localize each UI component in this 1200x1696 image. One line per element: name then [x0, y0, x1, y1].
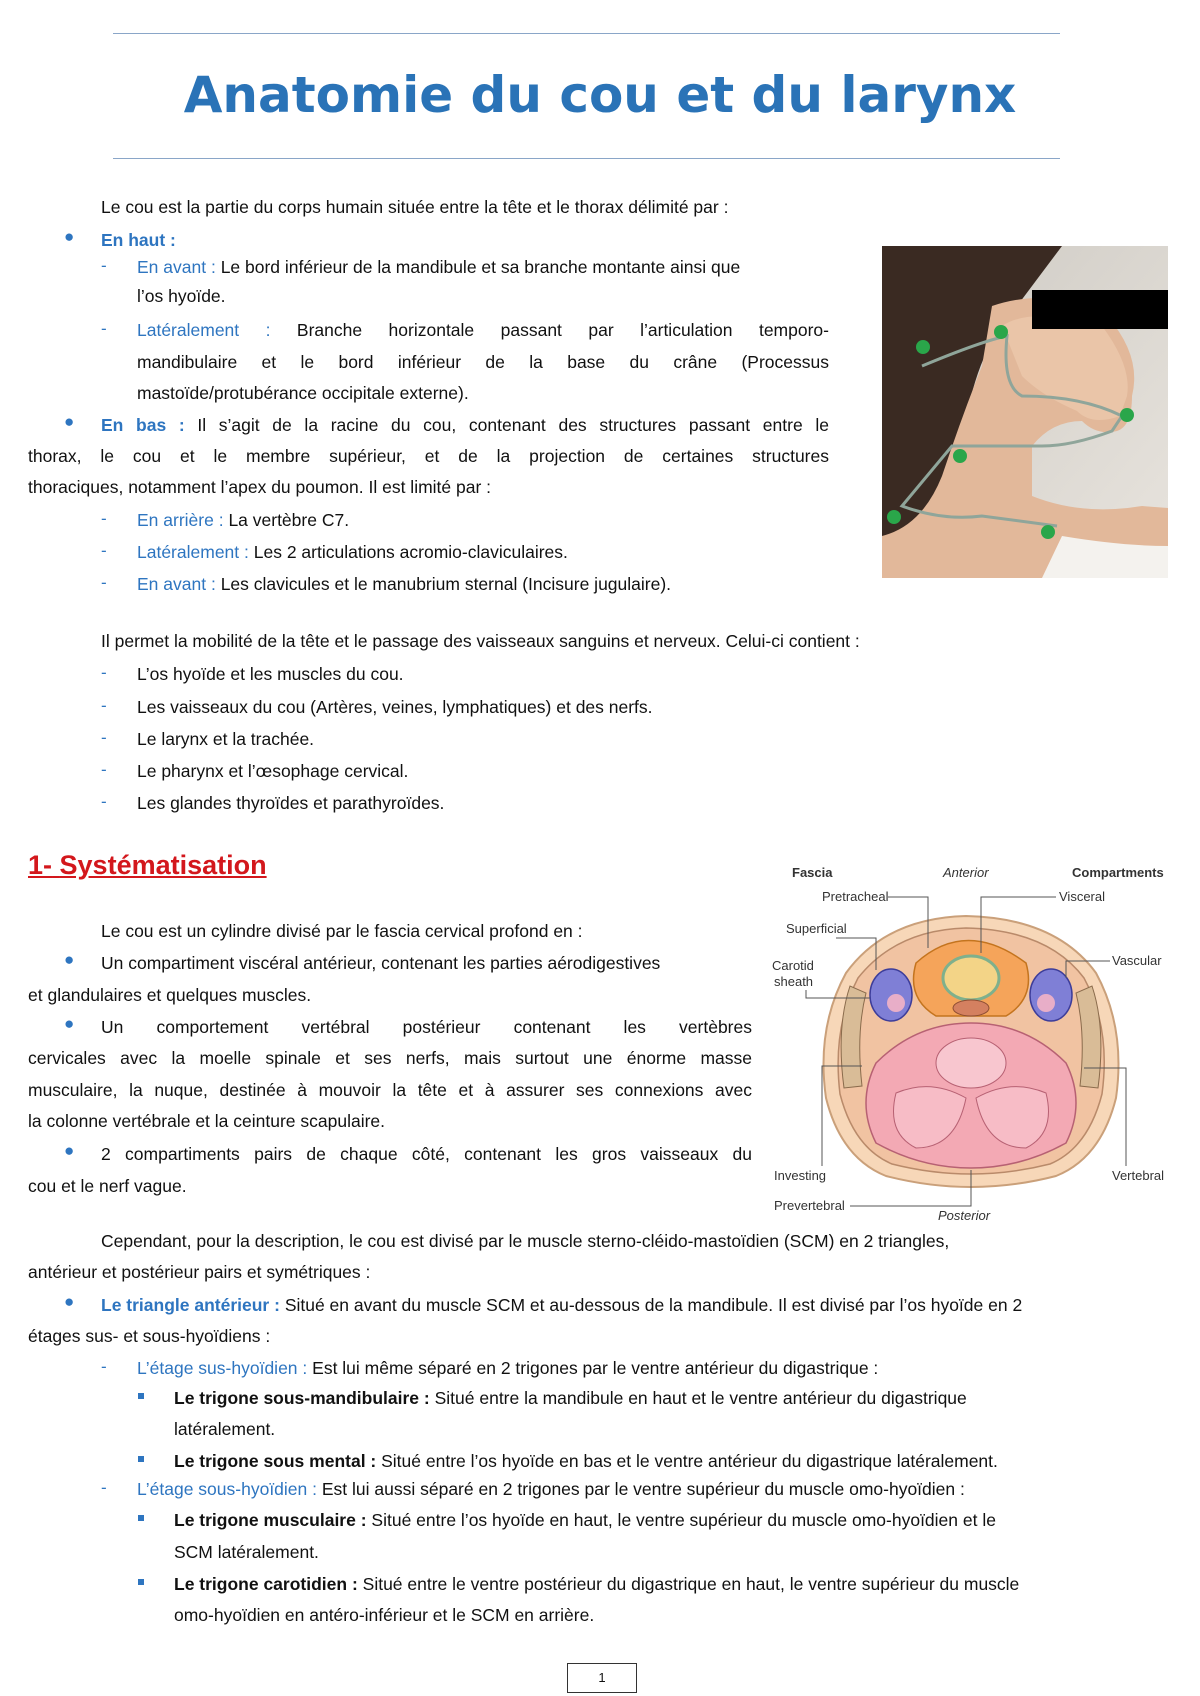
- en-bas-avant: En avant : Les clavicules et le manubrium sternal (Incisure jugulaire).: [137, 574, 672, 594]
- title-rule: [113, 158, 1060, 159]
- censor-bar: [1032, 290, 1168, 329]
- section1-b2-l1: Un comportement vertébral postérieur contenant les vertèbres: [101, 1017, 752, 1037]
- dash-icon: -: [101, 1357, 107, 1376]
- top-rule: [113, 33, 1060, 34]
- section1-intro: Le cou est un cylindre divisé par le fascia cervical profond en :: [101, 921, 583, 941]
- neck-photo: [882, 246, 1168, 578]
- en-bas-l1: En bas : Il s’agit de la racine du cou, contenant des structures passant entre le: [101, 415, 829, 435]
- en-haut-avant: En avant : Le bord inférieur de la mandibule et sa branche montante ainsi que: [137, 257, 741, 277]
- dash-icon: -: [101, 541, 107, 560]
- square-bullet-icon: [138, 1579, 144, 1585]
- trigone-carotidien-l2: omo-hyoïdien en antéro-inférieur et le SCM en arrière.: [174, 1605, 595, 1625]
- en-haut-avant-l2: l’os hyoïde.: [137, 286, 226, 306]
- mobility-item: Le pharynx et l’œsophage cervical.: [137, 761, 409, 781]
- mobility-item: L’os hyoïde et les muscles du cou.: [137, 664, 404, 684]
- section-heading: 1- Systématisation: [28, 850, 267, 880]
- triangles-intro-l2: antérieur et postérieur pairs et symétriques :: [28, 1262, 371, 1282]
- intro-text: Le cou est la partie du corps humain située entre la tête et le thorax délimité par :: [101, 197, 729, 217]
- diagram-label-carotid: Carotid: [772, 958, 814, 973]
- neck-cross-section-diagram: [766, 858, 1178, 1224]
- section1-b1-l2: et glandulaires et quelques muscles.: [28, 985, 312, 1005]
- triangles-intro-l1: Cependant, pour la description, le cou est divisé par le muscle sterno-cléido-mastoïdien (SCM) en 2 triangles,: [101, 1231, 950, 1251]
- dash-icon: -: [101, 1478, 107, 1497]
- mobility-item: Le larynx et la trachée.: [137, 729, 315, 749]
- diagram-label-anterior: Anterior: [943, 865, 989, 880]
- dash-icon: -: [101, 792, 107, 811]
- section1-b3-l1: 2 compartiments pairs de chaque côté, contenant les gros vaisseaux du: [101, 1144, 752, 1164]
- en-haut-lat-l2: mandibulaire et le bord inférieur de la base du crâne (Processus: [137, 352, 829, 372]
- bullet-icon: ●: [64, 950, 75, 969]
- en-bas-l2: thorax, le cou et le membre supérieur, et de la projection de certaines structures: [28, 446, 829, 466]
- bullet-icon: ●: [64, 1141, 75, 1160]
- bullet-icon: ●: [64, 1292, 75, 1311]
- page-title: Anatomie du cou et du larynx: [183, 66, 1017, 124]
- square-bullet-icon: [138, 1393, 144, 1399]
- page-number: 1: [567, 1663, 637, 1693]
- triangle-anterieur: Le triangle antérieur : Situé en avant du muscle SCM et au-dessous de la mandibule. Il est divisé par l’os hyoïde en 2: [101, 1295, 1023, 1315]
- diagram-label-compartments: Compartments: [1072, 865, 1164, 880]
- diagram-label-vertebral: Vertebral: [1112, 1168, 1165, 1183]
- section1-b2-l4: la colonne vertébrale et la ceinture scapulaire.: [28, 1111, 386, 1131]
- section1-b2-l2: cervicales avec la moelle spinale et ses nerfs, mais surtout une énorme masse: [28, 1048, 752, 1068]
- diagram-label-superficial: Superficial: [786, 921, 847, 936]
- etage-sous-hyoidien: L’étage sous-hyoïdien : Est lui aussi séparé en 2 trigones par le ventre supérieur du muscle omo-hyoïdien :: [137, 1479, 965, 1499]
- en-haut-label: En haut :: [101, 230, 176, 250]
- dash-icon: -: [101, 256, 107, 275]
- bullet-icon: ●: [64, 1014, 75, 1033]
- mobility-intro: Il permet la mobilité de la tête et le passage des vaisseaux sanguins et nerveux. Celui-ci contient :: [101, 631, 860, 651]
- trigone-sous-mandibulaire: Le trigone sous-mandibulaire : Situé entre la mandibule en haut et le ventre antérieur du digastrique: [174, 1388, 967, 1408]
- diagram-label-visceral: Visceral: [1059, 889, 1106, 904]
- diagram-label-prevertebral: Prevertebral: [774, 1198, 845, 1213]
- etage-sus-hyoidien: L’étage sus-hyoïdien : Est lui même séparé en 2 trigones par le ventre antérieur du digastrique :: [137, 1358, 879, 1378]
- mobility-item: Les glandes thyroïdes et parathyroïdes.: [137, 793, 445, 813]
- section1-b1-l1: Un compartiment viscéral antérieur, contenant les parties aérodigestives: [101, 953, 661, 973]
- diagram-label-vascular: Vascular: [1112, 953, 1162, 968]
- diagram-label-fascia: Fascia: [792, 865, 833, 880]
- diagram-label-pretracheal: Pretracheal: [822, 889, 889, 904]
- dash-icon: -: [101, 573, 107, 592]
- section1-b3-l2: cou et le nerf vague.: [28, 1176, 187, 1196]
- trigone-carotidien: Le trigone carotidien : Situé entre le ventre postérieur du digastrique en haut, le ventre supérieur du muscle: [174, 1574, 1020, 1594]
- section1-b2-l3: musculaire, la nuque, destinée à mouvoir la tête et à assurer ses connexions avec: [28, 1080, 752, 1100]
- dash-icon: -: [101, 696, 107, 715]
- triangle-anterieur-l2: étages sus- et sous-hyoïdiens :: [28, 1326, 271, 1346]
- diagram-label-posterior: Posterior: [938, 1208, 991, 1223]
- trigone-musculaire-l2: SCM latéralement.: [174, 1542, 319, 1562]
- dash-icon: -: [101, 728, 107, 747]
- diagram-label-investing: Investing: [774, 1168, 827, 1183]
- diagram-label-sheath: sheath: [774, 974, 814, 989]
- en-bas-lat: Latéralement : Les 2 articulations acromio-claviculaires.: [137, 542, 568, 562]
- dash-icon: -: [101, 509, 107, 528]
- en-haut-lat-l1: Latéralement : Branche horizontale passant par l’articulation temporo-: [137, 320, 829, 340]
- dash-icon: -: [101, 663, 107, 682]
- en-bas-l3: thoraciques, notamment l’apex du poumon. Il est limité par :: [28, 477, 492, 497]
- mobility-item: Les vaisseaux du cou (Artères, veines, lymphatiques) et des nerfs.: [137, 697, 653, 717]
- bullet-icon: ●: [64, 227, 75, 246]
- trigone-musculaire: Le trigone musculaire : Situé entre l’os hyoïde en haut, le ventre supérieur du muscle omo-hyoïdien et le: [174, 1510, 996, 1530]
- trigone-sous-mandibulaire-l2: latéralement.: [174, 1419, 276, 1439]
- dash-icon: -: [101, 319, 107, 338]
- bullet-icon: ●: [64, 412, 75, 431]
- en-bas-arriere: En arrière : La vertèbre C7.: [137, 510, 350, 530]
- en-haut-lat-l3: mastoïde/protubérance occipitale externe).: [137, 383, 469, 403]
- trigone-sous-mental: Le trigone sous mental : Situé entre l’os hyoïde en bas et le ventre antérieur du digastrique latéralement.: [174, 1451, 998, 1471]
- square-bullet-icon: [138, 1515, 144, 1521]
- dash-icon: -: [101, 760, 107, 779]
- square-bullet-icon: [138, 1456, 144, 1462]
